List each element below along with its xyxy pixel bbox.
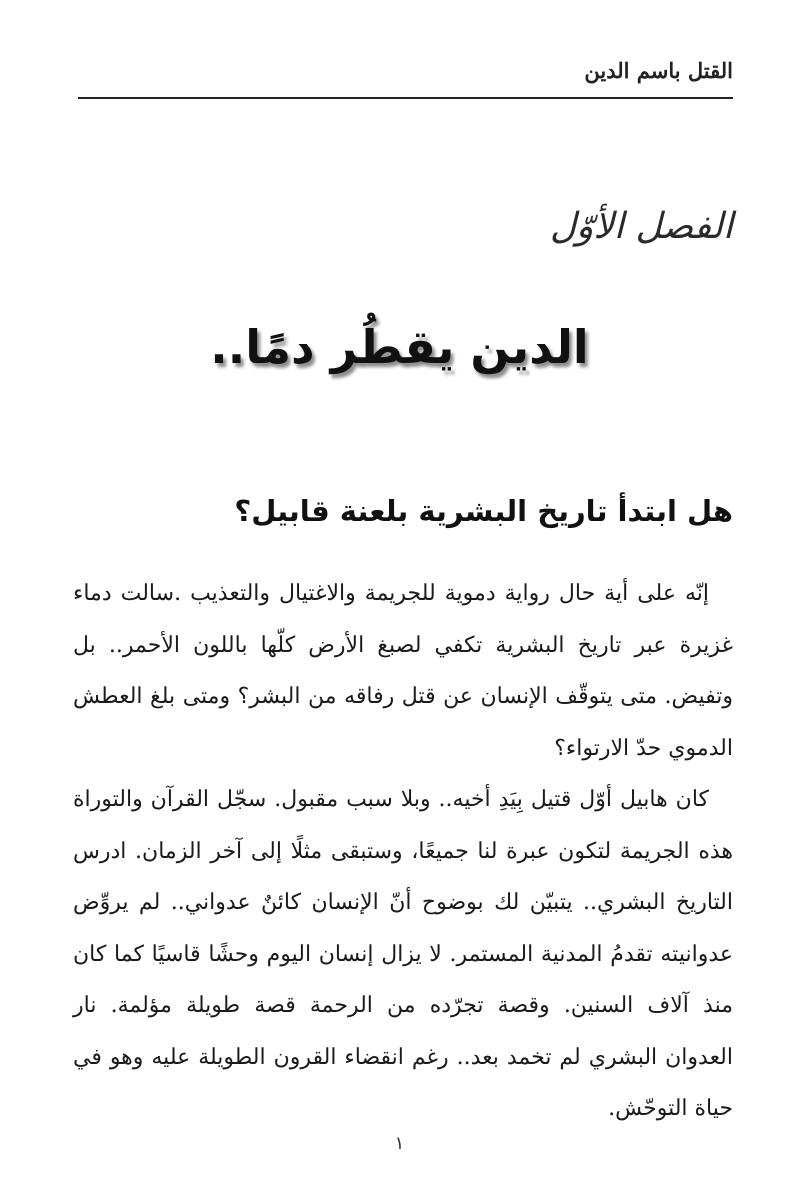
page-number: ١ [394, 1133, 405, 1154]
chapter-label: الفصل الأوّل [549, 206, 733, 247]
paragraph-1: إنّه على أية حال رواية دموية للجريمة والاغتيال والتعذيب .سالت دماء غزيرة عبر تاريخ البشرية تكفي لصبغ الأرض كلّها باللون الأحمر.. بل وتفيض. متى يتوقّف الإنسان عن قتل رفاقه من البشر؟ ومتى بلغ العطش الدموي حدّ الارتواء؟ [73, 581, 733, 761]
running-header: القتل باسم الدين [584, 58, 733, 83]
paragraph-2: كان هابيل أوّل قتيل بِيَدِ أخيه.. وبلا سبب مقبول. سجّل القرآن والتوراة هذه الجريمة لتكون عبرة لنا جميعًا، وستبقى مثلًا إلى آخر الزمان. ادرس التاريخ البشري.. يتبيّن لك بوضوح أنّ الإنسان كائنٌ عدواني.. لم يروِّض عدوانيته تقدمُ المدنية المستمر. لا يزال إنسان اليوم وحشًا قاسيًا كما كان منذ آلاف السنين. وقصة تجرّده من الرحمة قصة طويلة مؤلمة. نار العدوان البشري لم تخمد بعد.. رغم انقضاء القرون الطويلة عليه وهو في حياة التوحّش. [73, 787, 733, 1121]
chapter-title: الدين يقطُر دمًا.. [210, 320, 589, 374]
body-text [73, 568, 733, 1135]
header-divider [78, 97, 733, 99]
section-heading: هل ابتدأ تاريخ البشرية بلعنة قابيل؟ [234, 494, 733, 528]
